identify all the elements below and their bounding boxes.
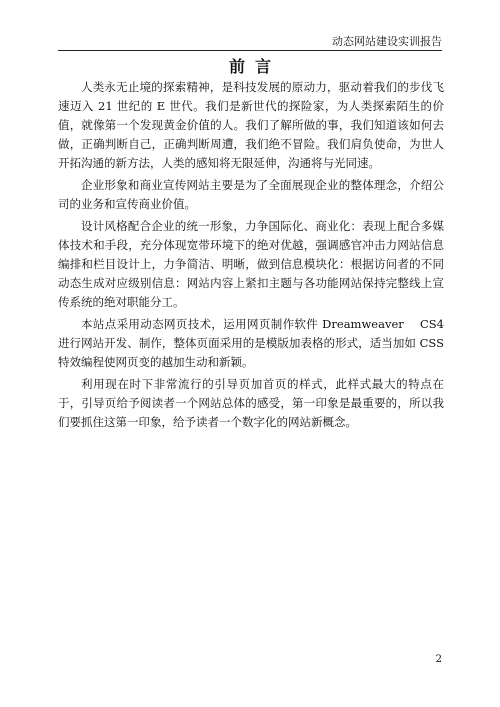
paragraph-intro: 人类永无止境的探索精神，是科技发展的原动力，驱动着我们的步伐飞速迈入 21 世纪的 E 世代。我们是新世代的探险家，为人类探索陌生的价值，就像第一个发现黄金价值的人。我们了解所做的事，我们知道该如何去做，正确判断自己，正确判断周遭，我们绝不冒险。我们肩负使命，为世人开拓沟通的新方法，人类的感知将无限延伸，沟通将与光同速。 [58, 80, 444, 170]
page-number: 2 [435, 654, 442, 665]
paragraph-purpose: 企业形象和商业宣传网站主要是为了全面展现企业的整体理念，介绍公司的业务和宣传商业价值。 [58, 178, 444, 211]
body-content [58, 78, 444, 435]
header-text: 动态网站建设实训报告 [332, 35, 442, 48]
page-title: 前言 [228, 57, 281, 76]
paragraph-guide-page: 利用现在时下非常流行的引导页加首页的样式，此样式最大的特点在于，引导页给予阅读者一个网站总体的感受，第一印象是最重要的，所以我们要抓住这第一印象，给予读者一个数字化的网站新概念。 [58, 377, 444, 429]
paragraph-design-style: 设计风格配合企业的统一形象，力争国际化、商业化：表现上配合多媒体技术和手段，充分体现宽带环境下的绝对优越，强调感官冲击力网站信息编排和栏目设计上，力争简洁、明晰，做到信息模块化：根据访问者的不同动态生成对应级别信息：网站内容上紧扣主题与各功能网站保持完整线上宣传系统的绝对职能分工。 [58, 219, 444, 309]
paragraph-technology: 本站点采用动态网页技术，运用网页制作软件 Dreamweaver CS4 进行网站开发、制作，整体页面采用的是模版加表格的形式，适当加如 CSS 特效编程使网页变的越加生动和新颖。 [58, 317, 444, 369]
running-header [58, 34, 442, 51]
